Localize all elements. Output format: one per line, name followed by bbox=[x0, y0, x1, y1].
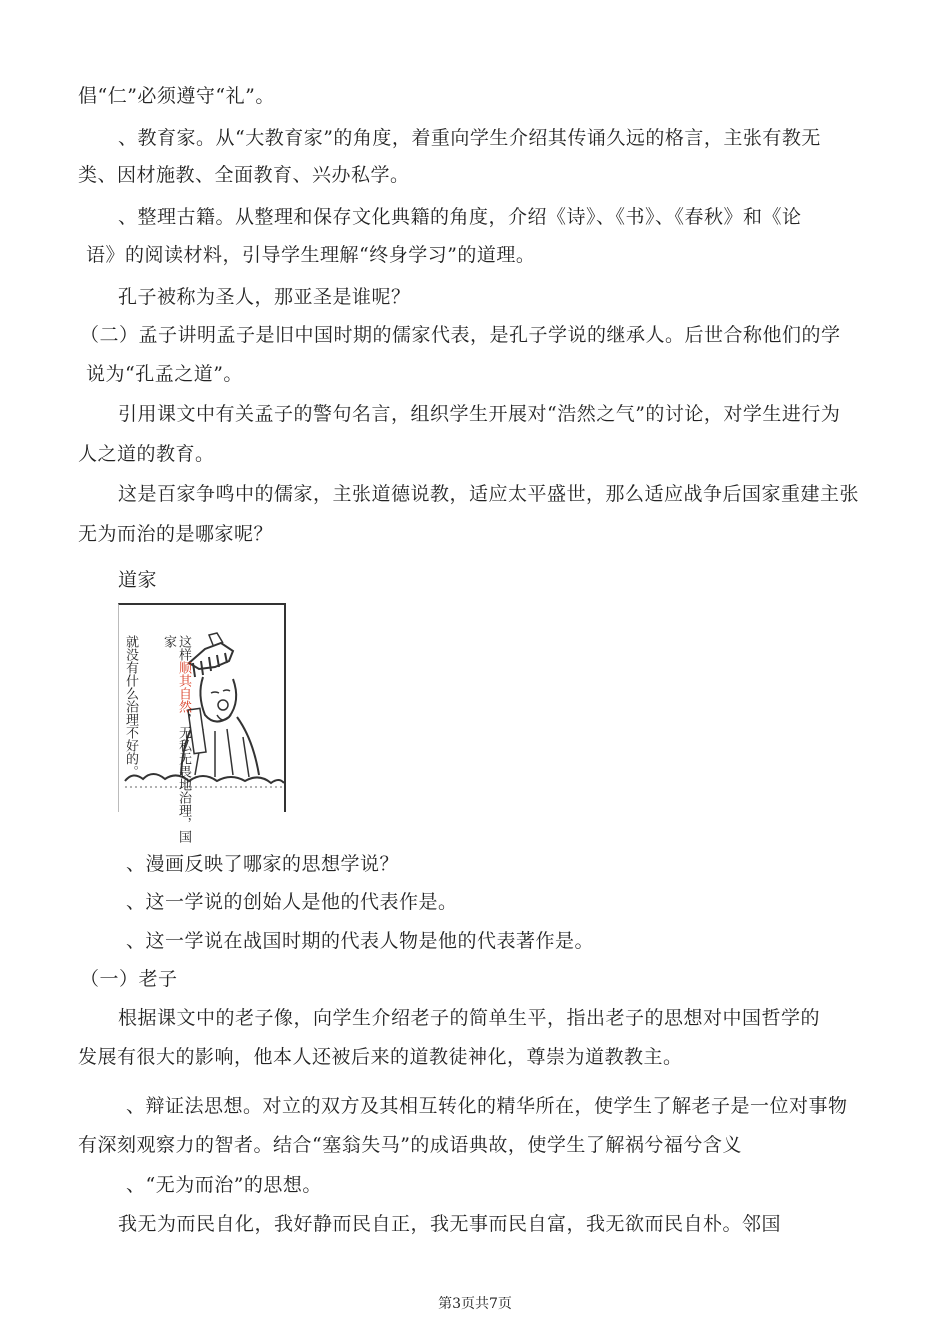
body-line-17: 、“无为而治”的思想。 bbox=[126, 1174, 322, 1196]
laozi-cartoon bbox=[118, 603, 286, 843]
body-line-14: 发展有很大的影响，他本人还被后来的道教徒神化，尊崇为道教教主。 bbox=[78, 1046, 683, 1068]
cartoon-caption-left: 就没有什么治理不好的。 bbox=[123, 635, 138, 778]
body-line-5: 语》的阅读材料，引导学生理解“终身学习”的道理。 bbox=[86, 244, 536, 266]
question-line-1: 、漫画反映了哪家的思想学说？ bbox=[126, 853, 400, 875]
body-line-6: 孔子被称为圣人，那亚圣是谁呢？ bbox=[118, 286, 411, 308]
body-line-12: 无为而治的是哪家呢？ bbox=[78, 523, 274, 545]
body-line-9: 引用课文中有关孟子的警句名言，组织学生开展对“浩然之气”的讨论，对学生进行为 bbox=[118, 403, 841, 425]
laozi-figure-illustration bbox=[119, 605, 284, 812]
page-number: 第3页共7页 bbox=[438, 1296, 512, 1312]
body-line-11: 这是百家争鸣中的儒家，主张道德说教，适应太平盛世，那么适应战争后国家重建主张 bbox=[118, 483, 860, 505]
heading-laozi: （一）老子 bbox=[80, 968, 178, 990]
body-line-3: 类、因材施教、全面教育、兴办私学。 bbox=[78, 164, 410, 186]
body-line-15: 、辩证法思想。对立的双方及其相互转化的精华所在，使学生了解老子是一位对事物 bbox=[126, 1095, 848, 1117]
cartoon-caption-part-a: 这样 bbox=[176, 635, 191, 661]
body-line-13: 根据课文中的老子像，向学生介绍老子的简单生平，指出老子的思想对中国哲学的 bbox=[118, 1007, 821, 1029]
section-label-daojia: 道家 bbox=[118, 569, 158, 591]
question-line-3: 、这一学说在战国时期的代表人物是他的代表著作是。 bbox=[126, 930, 595, 952]
body-line-16: 有深刻观察力的智者。结合“塞翁失马”的成语典故，使学生了解祸兮福兮含义 bbox=[78, 1134, 742, 1156]
body-line-18: 我无为而民自化，我好静而民自正，我无事而民自富，我无欲而民自朴。邻国 bbox=[118, 1213, 782, 1235]
body-line-7: （二）孟子讲明孟子是旧中国时期的儒家代表，是孔子学说的继承人。后世合称他们的学 bbox=[80, 324, 841, 346]
body-line-2: 、教育家。从“大教育家”的角度，着重向学生介绍其传诵久远的格言，主张有教无 bbox=[118, 127, 821, 149]
cartoon-caption-highlight: 顺其自然 bbox=[176, 661, 191, 713]
body-line-1: 倡“仁”必须遵守“礼”。 bbox=[78, 85, 275, 107]
question-line-2: 、这一学说的创始人是他的代表作是。 bbox=[126, 891, 458, 913]
body-line-10: 人之道的教育。 bbox=[78, 443, 215, 465]
body-line-8: 说为“孔孟之道”。 bbox=[86, 363, 243, 385]
cartoon-caption-right bbox=[161, 635, 191, 850]
cartoon-caption-part-b: ，无私无畏地治理，国家 bbox=[161, 635, 191, 843]
body-line-4: 、整理古籍。从整理和保存文化典籍的角度，介绍《诗》、《书》、《春秋》和《论 bbox=[118, 206, 802, 228]
